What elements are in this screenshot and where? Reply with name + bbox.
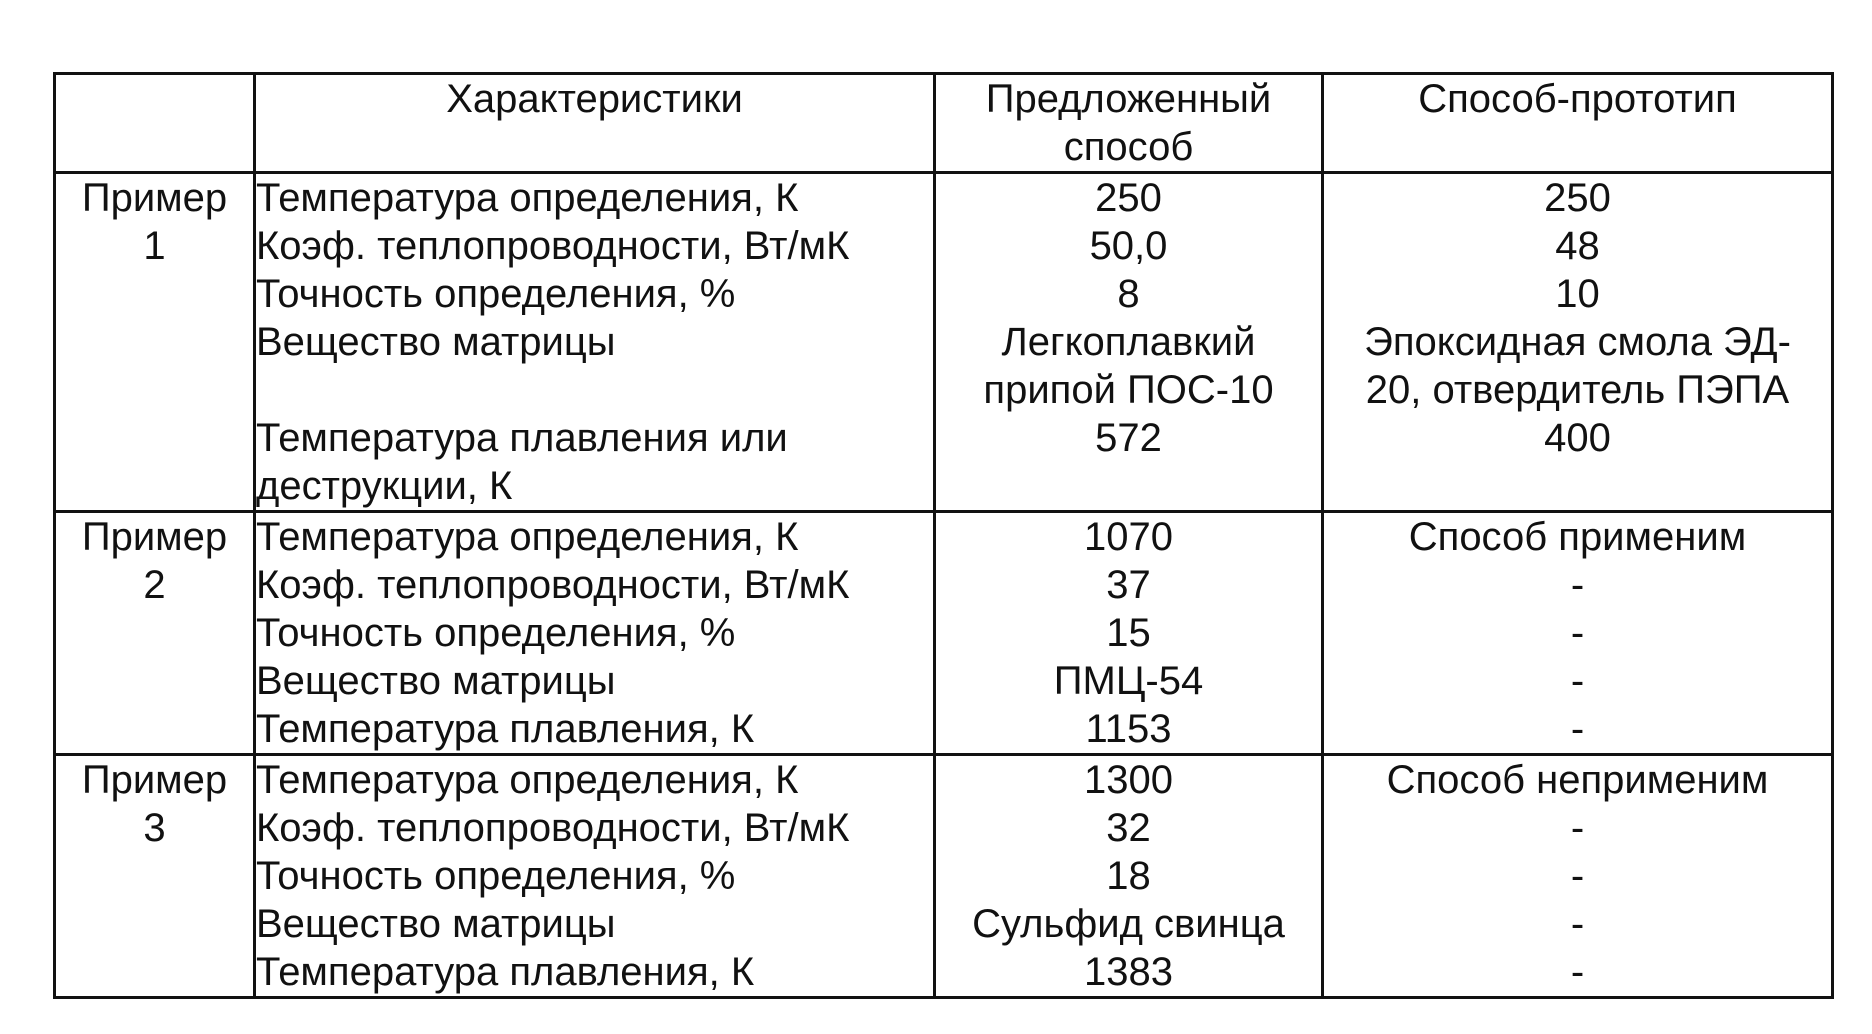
- list-item: Эпоксидная смола ЭД-: [1364, 320, 1791, 364]
- list-item: 37: [1106, 563, 1151, 607]
- list-item: -: [1570, 950, 1585, 994]
- list-item: [1324, 462, 1831, 510]
- header-proposed-line2: способ: [1063, 125, 1194, 169]
- list-item: [256, 366, 933, 414]
- list-item: Способ применим: [1408, 515, 1747, 559]
- example-2-proposed-values: [935, 512, 1323, 755]
- list-item: Точность определения, %: [256, 272, 736, 316]
- list-item: 1153: [1085, 707, 1172, 751]
- example-2-characteristics: [255, 512, 935, 755]
- example-2-label: Пример 2: [55, 512, 255, 755]
- list-item: 1300: [1084, 758, 1173, 802]
- list-item: 8: [1117, 272, 1140, 316]
- list-item: -: [1570, 563, 1585, 607]
- header-characteristics: Характеристики: [255, 74, 935, 173]
- list-item: Температура определения, К: [256, 176, 799, 220]
- list-item: 48: [1555, 224, 1600, 268]
- list-item: [936, 462, 1321, 510]
- list-item: -: [1570, 902, 1585, 946]
- example-3-prototype-values: [1323, 755, 1833, 998]
- list-item: ПМЦ-54: [1053, 659, 1204, 703]
- example-3-characteristics: [255, 755, 935, 998]
- list-item: Сульфид свинца: [972, 902, 1285, 946]
- example-3-label: Пример 3: [55, 755, 255, 998]
- comparison-table: [53, 72, 1834, 999]
- list-item: Температура плавления, К: [256, 707, 755, 751]
- table-row-example-3: [55, 755, 1833, 998]
- list-item: 572: [1095, 416, 1162, 460]
- example-3-proposed-values: [935, 755, 1323, 998]
- header-prototype-method: Способ-прототип: [1323, 74, 1833, 173]
- list-item: 1070: [1084, 515, 1173, 559]
- list-item: Коэф. теплопроводности, Вт/мК: [256, 224, 850, 268]
- list-item: 250: [1544, 176, 1611, 220]
- example-1-characteristics: [255, 173, 935, 512]
- list-item: Легкоплавкий: [1001, 320, 1256, 364]
- table-row-example-1: [55, 173, 1833, 512]
- list-item: 50,0: [1089, 224, 1168, 268]
- list-item: 10: [1555, 272, 1600, 316]
- list-item: 18: [1106, 854, 1151, 898]
- list-item: деструкции, К: [256, 464, 513, 508]
- list-item: 32: [1106, 806, 1151, 850]
- header-proposed-line1: Предложенный: [985, 77, 1272, 121]
- list-item: Температура определения, К: [256, 515, 799, 559]
- list-item: -: [1570, 611, 1585, 655]
- list-item: Вещество матрицы: [256, 902, 616, 946]
- list-item: Способ неприменим: [1386, 758, 1769, 802]
- header-empty-cell: [55, 74, 255, 173]
- header-row: [55, 74, 1833, 173]
- list-item: Точность определения, %: [256, 854, 736, 898]
- list-item: Вещество матрицы: [256, 320, 616, 364]
- list-item: -: [1570, 806, 1585, 850]
- list-item: 250: [1095, 176, 1162, 220]
- list-item: 20, отвердитель ПЭПА: [1365, 368, 1790, 412]
- list-item: 1383: [1084, 950, 1173, 994]
- list-item: припой ПОС-10: [983, 368, 1274, 412]
- list-item: Точность определения, %: [256, 611, 736, 655]
- list-item: Температура определения, К: [256, 758, 799, 802]
- list-item: Коэф. теплопроводности, Вт/мК: [256, 563, 850, 607]
- list-item: 15: [1106, 611, 1151, 655]
- list-item: 400: [1544, 416, 1611, 460]
- list-item: -: [1570, 854, 1585, 898]
- list-item: -: [1570, 707, 1585, 751]
- header-proposed-method: [935, 74, 1323, 173]
- list-item: -: [1570, 659, 1585, 703]
- example-1-label: Пример 1: [55, 173, 255, 512]
- example-1-proposed-values: [935, 173, 1323, 512]
- list-item: Температура плавления или: [256, 416, 788, 460]
- example-1-prototype-values: [1323, 173, 1833, 512]
- table-row-example-2: [55, 512, 1833, 755]
- example-2-prototype-values: [1323, 512, 1833, 755]
- list-item: Коэф. теплопроводности, Вт/мК: [256, 806, 850, 850]
- list-item: Вещество матрицы: [256, 659, 616, 703]
- list-item: Температура плавления, К: [256, 950, 755, 994]
